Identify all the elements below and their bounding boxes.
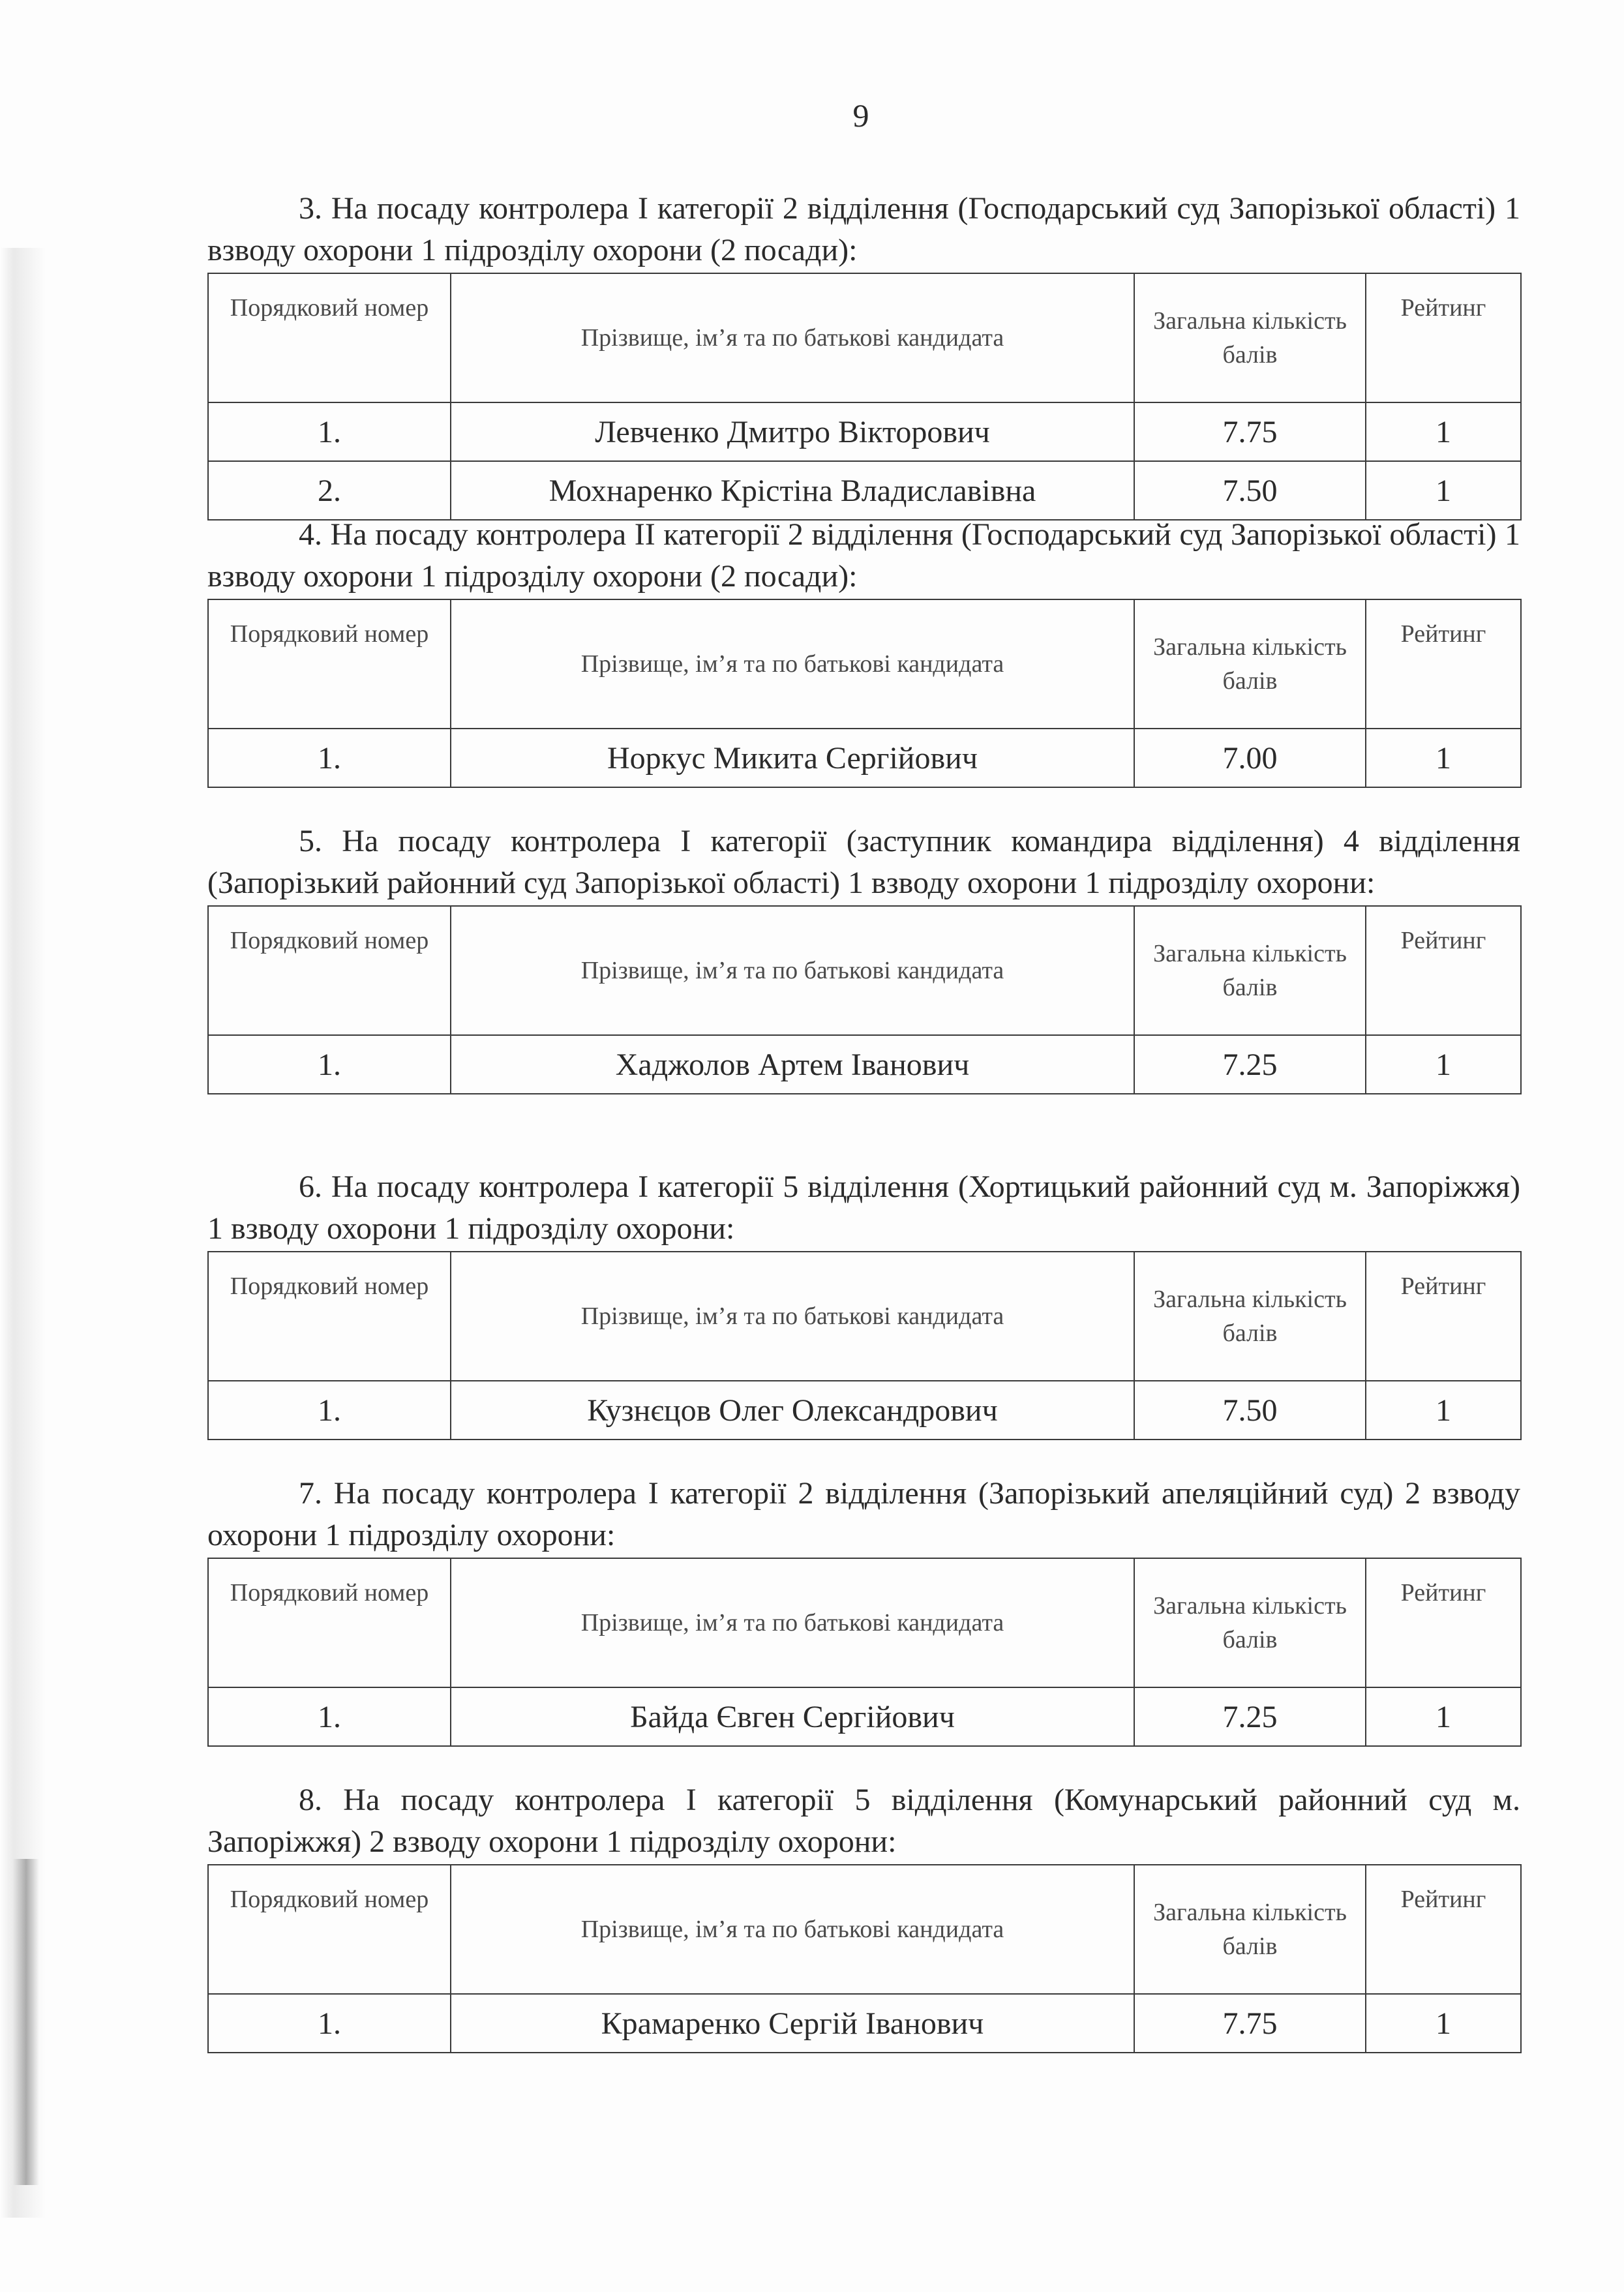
cell-score: 7.50 <box>1134 461 1366 520</box>
table-header-row <box>208 1865 1521 1994</box>
header-score: Загальна кількість балів <box>1134 599 1366 729</box>
table-header-row <box>208 599 1521 729</box>
table-row <box>208 461 1521 520</box>
header-order: Порядковий номер <box>208 1865 451 1994</box>
header-rating: Рейтинг <box>1366 273 1521 402</box>
section-heading: 4. На посаду контролера ІІ категорії 2 відділення (Господарський суд Запорізької області) 1 взводу охорони 1 підрозділу охорони (2 посади): <box>207 517 1520 594</box>
header-name: Прізвище, ім’я та по батькові кандидата <box>451 1558 1134 1687</box>
header-name: Прізвище, ім’я та по батькові кандидата <box>451 599 1134 729</box>
header-rating: Рейтинг <box>1366 599 1521 729</box>
cell-name: Норкус Микита Сергійович <box>451 729 1134 787</box>
section-5 <box>207 821 1520 1094</box>
cell-rating: 1 <box>1366 1035 1521 1094</box>
section-heading: 6. На посаду контролера І категорії 5 відділення (Хортицький районний суд м. Запоріжжя) 1 взводу охорони 1 підрозділу охорони: <box>207 1169 1520 1246</box>
section-heading: 5. На посаду контролера І категорії (заступник командира відділення) 4 відділення (Запорізький районний суд Запорізької області) 1 взводу охорони 1 підрозділу охорони: <box>207 824 1520 900</box>
header-score: Загальна кількість балів <box>1134 906 1366 1035</box>
candidates-table <box>207 273 1522 520</box>
cell-name: Крамаренко Сергій Іванович <box>451 1994 1134 2053</box>
header-rating: Рейтинг <box>1366 1558 1521 1687</box>
cell-score: 7.00 <box>1134 729 1366 787</box>
table-row <box>208 729 1521 787</box>
cell-rating: 1 <box>1366 402 1521 461</box>
header-rating: Рейтинг <box>1366 1252 1521 1381</box>
cell-rating: 1 <box>1366 461 1521 520</box>
cell-num: 1. <box>208 1687 451 1746</box>
cell-score: 7.50 <box>1134 1381 1366 1440</box>
cell-num: 1. <box>208 1035 451 1094</box>
table-row <box>208 1035 1521 1094</box>
table-header-row <box>208 273 1521 402</box>
candidates-table <box>207 1251 1522 1440</box>
candidates-table <box>207 1864 1522 2053</box>
table-header-row <box>208 1558 1521 1687</box>
cell-score: 7.25 <box>1134 1035 1366 1094</box>
cell-name: Мохнаренко Крістіна Владиславівна <box>451 461 1134 520</box>
table-row <box>208 1687 1521 1746</box>
cell-rating: 1 <box>1366 729 1521 787</box>
header-rating: Рейтинг <box>1366 906 1521 1035</box>
cell-num: 1. <box>208 402 451 461</box>
candidates-table <box>207 599 1522 788</box>
header-order: Порядковий номер <box>208 273 451 402</box>
table-row <box>208 402 1521 461</box>
section-4 <box>207 514 1520 788</box>
cell-score: 7.25 <box>1134 1687 1366 1746</box>
header-name: Прізвище, ім’я та по батькові кандидата <box>451 1865 1134 1994</box>
section-7 <box>207 1473 1520 1747</box>
candidates-table <box>207 1558 1522 1747</box>
section-heading: 7. На посаду контролера І категорії 2 відділення (Запорізький апеляційний суд) 2 взводу охорони 1 підрозділу охорони: <box>207 1476 1520 1552</box>
cell-score: 7.75 <box>1134 1994 1366 2053</box>
cell-rating: 1 <box>1366 1381 1521 1440</box>
section-6 <box>207 1166 1520 1440</box>
table-row <box>208 1994 1521 2053</box>
header-order: Порядковий номер <box>208 599 451 729</box>
header-name: Прізвище, ім’я та по батькові кандидата <box>451 906 1134 1035</box>
header-score: Загальна кількість балів <box>1134 1865 1366 1994</box>
section-heading: 8. На посаду контролера І категорії 5 відділення (Комунарський районний суд м. Запоріжжя) 2 взводу охорони 1 підрозділу охорони: <box>207 1783 1520 1859</box>
header-name: Прізвище, ім’я та по батькові кандидата <box>451 273 1134 402</box>
table-row <box>208 1381 1521 1440</box>
page-number: 9 <box>852 97 869 134</box>
cell-num: 2. <box>208 461 451 520</box>
header-score: Загальна кількість балів <box>1134 1558 1366 1687</box>
cell-name: Левченко Дмитро Вікторович <box>451 402 1134 461</box>
cell-num: 1. <box>208 729 451 787</box>
header-order: Порядковий номер <box>208 1252 451 1381</box>
cell-score: 7.75 <box>1134 402 1366 461</box>
cell-name: Кузнєцов Олег Олександрович <box>451 1381 1134 1440</box>
cell-name: Байда Євген Сергійович <box>451 1687 1134 1746</box>
header-order: Порядковий номер <box>208 906 451 1035</box>
table-header-row <box>208 1252 1521 1381</box>
section-8 <box>207 1779 1520 2053</box>
scan-shadow-dark <box>13 1859 39 2185</box>
header-rating: Рейтинг <box>1366 1865 1521 1994</box>
header-order: Порядковий номер <box>208 1558 451 1687</box>
section-heading: 3. На посаду контролера І категорії 2 відділення (Господарський суд Запорізької області) 1 взводу охорони 1 підрозділу охорони (2 посади): <box>207 191 1520 267</box>
table-header-row <box>208 906 1521 1035</box>
cell-num: 1. <box>208 1381 451 1440</box>
candidates-table <box>207 905 1522 1094</box>
section-3 <box>207 188 1520 520</box>
header-score: Загальна кількість балів <box>1134 273 1366 402</box>
cell-rating: 1 <box>1366 1687 1521 1746</box>
header-name: Прізвище, ім’я та по батькові кандидата <box>451 1252 1134 1381</box>
cell-name: Хаджолов Артем Іванович <box>451 1035 1134 1094</box>
cell-num: 1. <box>208 1994 451 2053</box>
cell-rating: 1 <box>1366 1994 1521 2053</box>
header-score: Загальна кількість балів <box>1134 1252 1366 1381</box>
